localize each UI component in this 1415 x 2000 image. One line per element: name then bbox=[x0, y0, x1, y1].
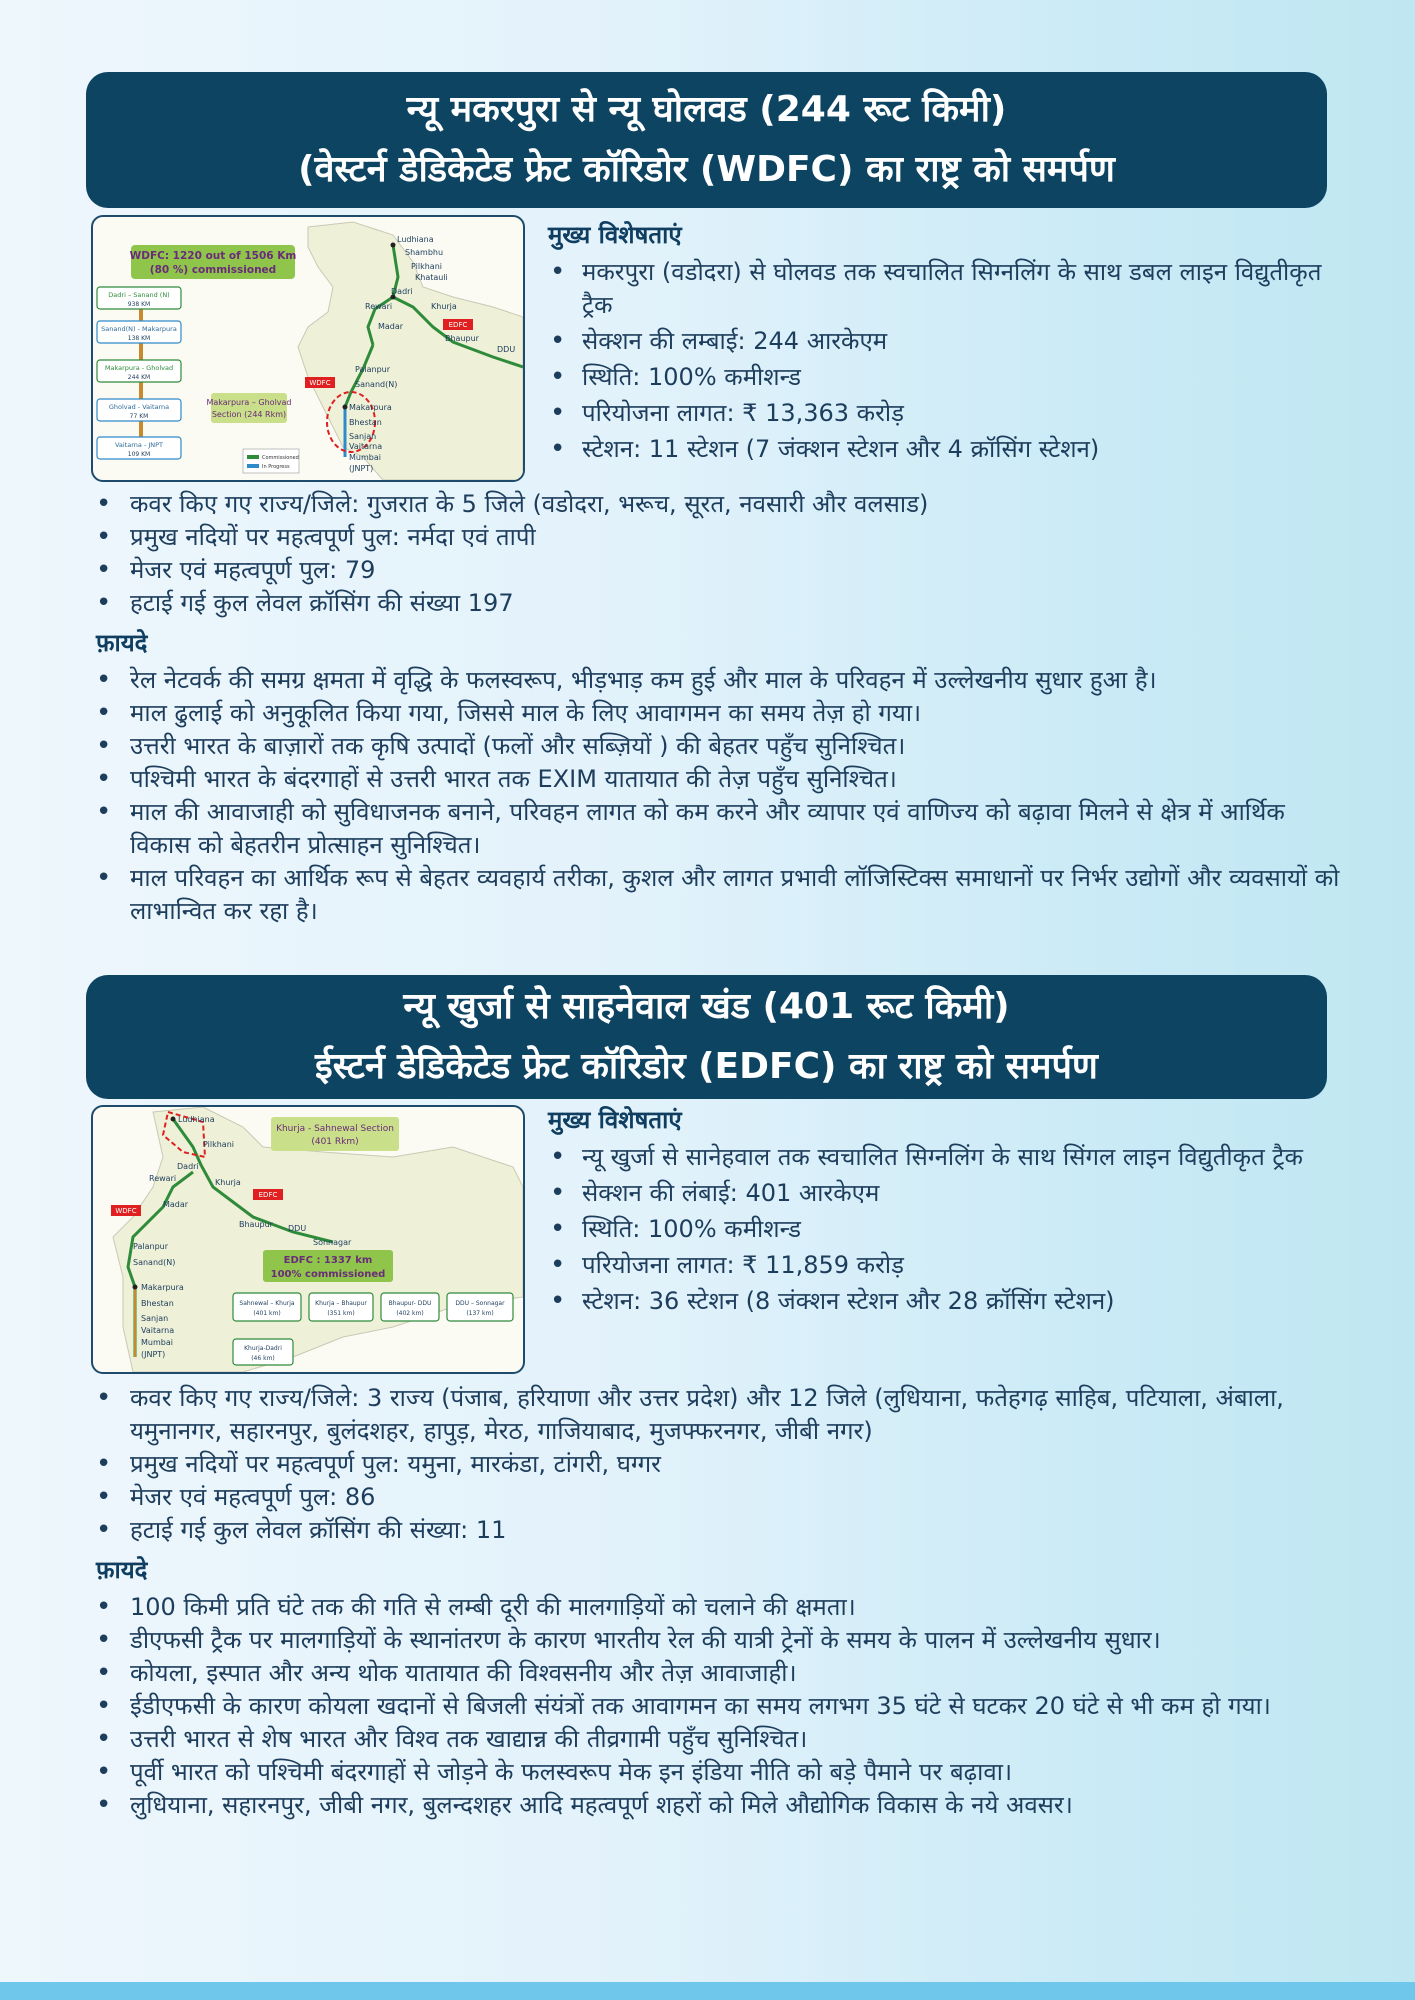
station-dadri: Dadri bbox=[391, 287, 413, 296]
station-makarpura: Makarpura bbox=[349, 403, 392, 412]
wdfc-tag-label: WDFC bbox=[115, 1207, 137, 1215]
station-ddu: DDU bbox=[497, 345, 516, 354]
station-sanjan: Sanjan bbox=[141, 1314, 169, 1323]
edfc-highlight-2: (401 Rkm) bbox=[311, 1137, 359, 1147]
edfc-benefit-item: • उत्तरी भारत से शेष भारत और विश्व तक खाद्यान्न की तीव्रगामी पहुँच सुनिश्चित। bbox=[94, 1723, 1344, 1756]
wdfc-section-5: Vaitarna - JNPT bbox=[114, 441, 164, 449]
station-shambhu: Shambhu bbox=[405, 248, 444, 257]
wdfc-detail-item: • हटाई गई कुल लेवल क्रॉसिंग की संख्या 197 bbox=[94, 587, 1344, 620]
edfc-features-title: मुख्य विशेषताएं bbox=[548, 1106, 682, 1134]
edfc-feature-item: • न्यू खुर्जा से सानेहवाल तक स्वचालित सिग्नलिंग के साथ सिंगल लाइन विद्युतीकृत ट्रैक bbox=[548, 1141, 1338, 1174]
edfc-section-1-km: (401 km) bbox=[253, 1310, 281, 1317]
wdfc-benefit-item: • पश्चिमी भारत के बंदरगाहों से उत्तरी भारत तक EXIM यातायात की तेज़ पहुँच सुनिश्चित। bbox=[94, 763, 1344, 796]
station-ddu: DDU bbox=[288, 1224, 307, 1233]
wdfc-details bbox=[94, 488, 1344, 928]
wdfc-benefit-item: • माल परिवहन का आर्थिक रूप से बेहतर व्यवहार्य तरीका, कुशल और लागत प्रभावी लॉजिस्टिक्स समाधानों पर निर्भर उद्योगों और व्यवसायों को लाभान्वित कर रहा है। bbox=[94, 862, 1344, 928]
station-mumbai: Mumbai bbox=[349, 453, 381, 462]
wdfc-section-5-km: 109 KM bbox=[127, 451, 151, 458]
legend-commissioned: Commissioned bbox=[262, 455, 299, 461]
station-sonnagar: Sonnagar bbox=[313, 1238, 352, 1247]
station-dadri: Dadri bbox=[177, 1162, 199, 1171]
wdfc-feature-item: • परियोजना लागत: ₹ 13,363 करोड़ bbox=[548, 397, 1338, 430]
wdfc-benefit-item: • माल की आवाजाही को सुविधाजनक बनाने, परिवहन लागत को कम करने और व्यापार एवं वाणिज्य को बढ़ावा मिलने से क्षेत्र में आर्थिक विकास को बेहतरीन प्रोत्साहन सुनिश्चित। bbox=[94, 796, 1344, 862]
station-sanjan: Sanjan bbox=[349, 432, 377, 441]
edfc-benefit-item: • 100 किमी प्रति घंटे तक की गति से लम्बी दूरी की मालगाड़ियों को चलाने की क्षमता। bbox=[94, 1591, 1344, 1624]
station-ludhiana: Ludhiana bbox=[397, 235, 434, 244]
wdfc-section-4-km: 77 KM bbox=[129, 413, 149, 420]
wdfc-title-line-2: (वेस्टर्न डेडिकेटेड फ्रेट कॉरिडोर (WDFC) का राष्ट्र को समर्पण bbox=[298, 149, 1115, 190]
wdfc-benefit-item: • उत्तरी भारत के बाज़ारों तक कृषि उत्पादों (फलों और सब्ज़ियों ) की बेहतर पहुँच सुनिश्चित। bbox=[94, 730, 1344, 763]
station-khurja: Khurja bbox=[215, 1178, 241, 1187]
edfc-section-3-km: (402 km) bbox=[396, 1310, 424, 1317]
edfc-headline-1: EDFC : 1337 km bbox=[283, 1255, 373, 1266]
wdfc-route-map bbox=[91, 215, 525, 482]
edfc-section-5-km: (46 km) bbox=[251, 1355, 275, 1362]
station-sanand: Sanand(N) bbox=[133, 1258, 176, 1267]
station-palanpur: Palanpur bbox=[355, 365, 390, 374]
edfc-tag-label: EDFC bbox=[448, 321, 468, 329]
station-vaitarna: Vaitarna bbox=[349, 442, 383, 451]
station-madar: Madar bbox=[163, 1200, 189, 1209]
edfc-tag-label: EDFC bbox=[258, 1191, 278, 1199]
edfc-benefits-title: फ़ायदे bbox=[96, 1556, 148, 1584]
wdfc-headline-2: (80 %) commissioned bbox=[149, 264, 277, 276]
station-sanand: Sanand(N) bbox=[355, 380, 398, 389]
wdfc-benefits-title: फ़ायदे bbox=[96, 629, 148, 657]
wdfc-section-4: Gholvad - Vaitarna bbox=[108, 403, 170, 411]
station-ludhiana: Ludhiana bbox=[178, 1115, 215, 1124]
wdfc-section-1: Dadri – Sanand (N) bbox=[108, 291, 170, 299]
edfc-benefit-item: • पूर्वी भारत को पश्चिमी बंदरगाहों से जोड़ने के फलस्वरूप मेक इन इंडिया नीति को बड़े पैमाने पर बढ़ावा। bbox=[94, 1756, 1344, 1789]
wdfc-benefit-item: • माल ढुलाई को अनुकूलित किया गया, जिससे माल के लिए आवागमन का समय तेज़ हो गया। bbox=[94, 697, 1344, 730]
edfc-detail-item: • मेजर एवं महत्वपूर्ण पुल: 86 bbox=[94, 1481, 1344, 1514]
wdfc-feature-item: • मकरपुरा (वडोदरा) से घोलवड तक स्वचालित सिग्नलिंग के साथ डबल लाइन विद्युतीकृत ट्रैक bbox=[548, 256, 1338, 322]
edfc-section-2: Khurja – Bhaupur bbox=[315, 1300, 367, 1307]
wdfc-tag-label: WDFC bbox=[309, 379, 331, 387]
edfc-benefit-item: • लुधियाना, सहारनपुर, जीबी नगर, बुलन्दशहर आदि महत्वपूर्ण शहरों को मिले औद्योगिक विकास के नये अवसर। bbox=[94, 1789, 1344, 1822]
wdfc-detail-item: • प्रमुख नदियों पर महत्वपूर्ण पुल: नर्मदा एवं तापी bbox=[94, 521, 1344, 554]
wdfc-headline-1: WDFC: 1220 out of 1506 Km bbox=[129, 250, 297, 262]
wdfc-title-banner bbox=[86, 72, 1327, 208]
station-bhaupur: Bhaupur bbox=[239, 1220, 273, 1229]
station-khatauli: Khatauli bbox=[415, 273, 448, 282]
wdfc-features-title: मुख्य विशेषताएं bbox=[548, 221, 682, 249]
station-mumbai: Mumbai bbox=[141, 1338, 173, 1347]
edfc-feature-item: • स्थिति: 100% कमीशन्ड bbox=[548, 1213, 1338, 1246]
edfc-feature-item: • स्टेशन: 36 स्टेशन (8 जंक्शन स्टेशन और 28 क्रॉसिंग स्टेशन) bbox=[548, 1285, 1338, 1318]
edfc-highlight-1: Khurja - Sahnewal Section bbox=[276, 1124, 394, 1134]
edfc-section-4-km: (137 km) bbox=[466, 1310, 494, 1317]
wdfc-benefit-item: • रेल नेटवर्क की समग्र क्षमता में वृद्धि के फलस्वरूप, भीड़भाड़ कम हुई और माल के परिवहन में उल्लेखनीय सुधार हुआ है। bbox=[94, 664, 1344, 697]
edfc-title-line-1: न्यू खुर्जा से साहनेवाल खंड (401 रूट किमी) bbox=[403, 986, 1010, 1027]
wdfc-title-line-1: न्यू मकरपुरा से न्यू घोलवड (244 रूट किमी) bbox=[406, 89, 1007, 130]
edfc-section-3: Bhaupur- DDU bbox=[388, 1300, 432, 1307]
edfc-benefit-item: • डीएफसी ट्रैक पर मालगाड़ियों के स्थानांतरण के कारण भारतीय रेल की यात्री ट्रेनों के समय के पालन में उल्लेखनीय सुधार। bbox=[94, 1624, 1344, 1657]
station-makarpura: Makarpura bbox=[141, 1283, 184, 1292]
station-pilkhani: Pilkhani bbox=[411, 262, 442, 271]
wdfc-feature-item: • स्थिति: 100% कमीशन्ड bbox=[548, 361, 1338, 394]
station-khurja: Khurja bbox=[431, 302, 457, 311]
edfc-feature-item: • सेक्शन की लंबाई: 401 आरकेएम bbox=[548, 1177, 1338, 1210]
edfc-title-banner bbox=[86, 975, 1327, 1099]
station-vaitarna: Vaitarna bbox=[141, 1326, 175, 1335]
wdfc-detail-item: • कवर किए गए राज्य/जिले: गुजरात के 5 जिले (वडोदरा, भरूच, सूरत, नवसारी और वलसाड) bbox=[94, 488, 1344, 521]
legend-in-progress: In Progress bbox=[262, 464, 290, 470]
edfc-detail-item: • कवर किए गए राज्य/जिले: 3 राज्य (पंजाब, हरियाणा और उत्तर प्रदेश) और 12 जिले (लुधियाना, फतेहगढ़ साहिब, पटियाला, अंबाला, यमुनानगर, सहारनपुर, बुलंदशहर, हापुड़, मेरठ, गाजियाबाद, मुजफ्फरनगर, जीबी नगर) bbox=[94, 1382, 1344, 1448]
station-bhestan: Bhestan bbox=[141, 1299, 174, 1308]
edfc-headline-2: 100% commissioned bbox=[270, 1269, 386, 1280]
edfc-route-map bbox=[91, 1105, 525, 1374]
bottom-strip bbox=[0, 1982, 1415, 2000]
wdfc-feature-item: • सेक्शन की लम्बाई: 244 आरकेएम bbox=[548, 325, 1338, 358]
edfc-title-line-2: ईस्टर्न डेडिकेटेड फ्रेट कॉरिडोर (EDFC) का राष्ट्र को समर्पण bbox=[315, 1046, 1098, 1087]
wdfc-key-features bbox=[548, 218, 1338, 469]
station-bhestan: Bhestan bbox=[349, 418, 382, 427]
station-pilkhani: Pilkhani bbox=[203, 1140, 234, 1149]
edfc-section-4: DDU – Sonnagar bbox=[455, 1300, 505, 1307]
wdfc-section-3-km: 244 KM bbox=[127, 374, 151, 381]
station-rewari: Rewari bbox=[149, 1174, 177, 1183]
edfc-detail-item: • प्रमुख नदियों पर महत्वपूर्ण पुल: यमुना, मारकंडा, टांगरी, घग्गर bbox=[94, 1448, 1344, 1481]
edfc-detail-item: • हटाई गई कुल लेवल क्रॉसिंग की संख्या: 11 bbox=[94, 1514, 1344, 1547]
edfc-section-5: Khurja-Dadri bbox=[244, 1345, 282, 1352]
edfc-section-1: Sahnewal – Khurja bbox=[239, 1300, 295, 1307]
edfc-benefit-item: • ईडीएफसी के कारण कोयला खदानों से बिजली संयंत्रों तक आवागमन का समय लगभग 35 घंटे से घटकर 20 घंटे से भी कम हो गया। bbox=[94, 1690, 1344, 1723]
wdfc-section-2-km: 138 KM bbox=[127, 335, 151, 342]
edfc-feature-item: • परियोजना लागत: ₹ 11,859 करोड़ bbox=[548, 1249, 1338, 1282]
station-madar: Madar bbox=[378, 322, 404, 331]
edfc-benefit-item: • कोयला, इस्पात और अन्य थोक यातायात की विश्वसनीय और तेज़ आवाजाही। bbox=[94, 1657, 1344, 1690]
station-jnpt: (JNPT) bbox=[349, 464, 374, 473]
wdfc-section-1-km: 938 KM bbox=[127, 301, 151, 308]
wdfc-section-3: Makarpura - Gholvad bbox=[104, 364, 174, 372]
wdfc-section-2: Sanand(N) - Makarpura bbox=[101, 325, 177, 333]
station-palanpur: Palanpur bbox=[133, 1242, 168, 1251]
station-bhaupur: Bhaupur bbox=[445, 334, 479, 343]
edfc-key-features bbox=[548, 1103, 1338, 1321]
edfc-section-2-km: (351 km) bbox=[327, 1310, 355, 1317]
station-rewari: Rewari bbox=[365, 302, 393, 311]
wdfc-highlight-2: Section (244 Rkm) bbox=[211, 410, 287, 419]
wdfc-highlight-1: Makarpura – Gholvad bbox=[206, 398, 292, 407]
wdfc-detail-item: • मेजर एवं महत्वपूर्ण पुल: 79 bbox=[94, 554, 1344, 587]
wdfc-feature-item: • स्टेशन: 11 स्टेशन (7 जंक्शन स्टेशन और 4 क्रॉसिंग स्टेशन) bbox=[548, 433, 1338, 466]
station-jnpt: (JNPT) bbox=[141, 1350, 166, 1359]
edfc-details bbox=[94, 1382, 1344, 1822]
